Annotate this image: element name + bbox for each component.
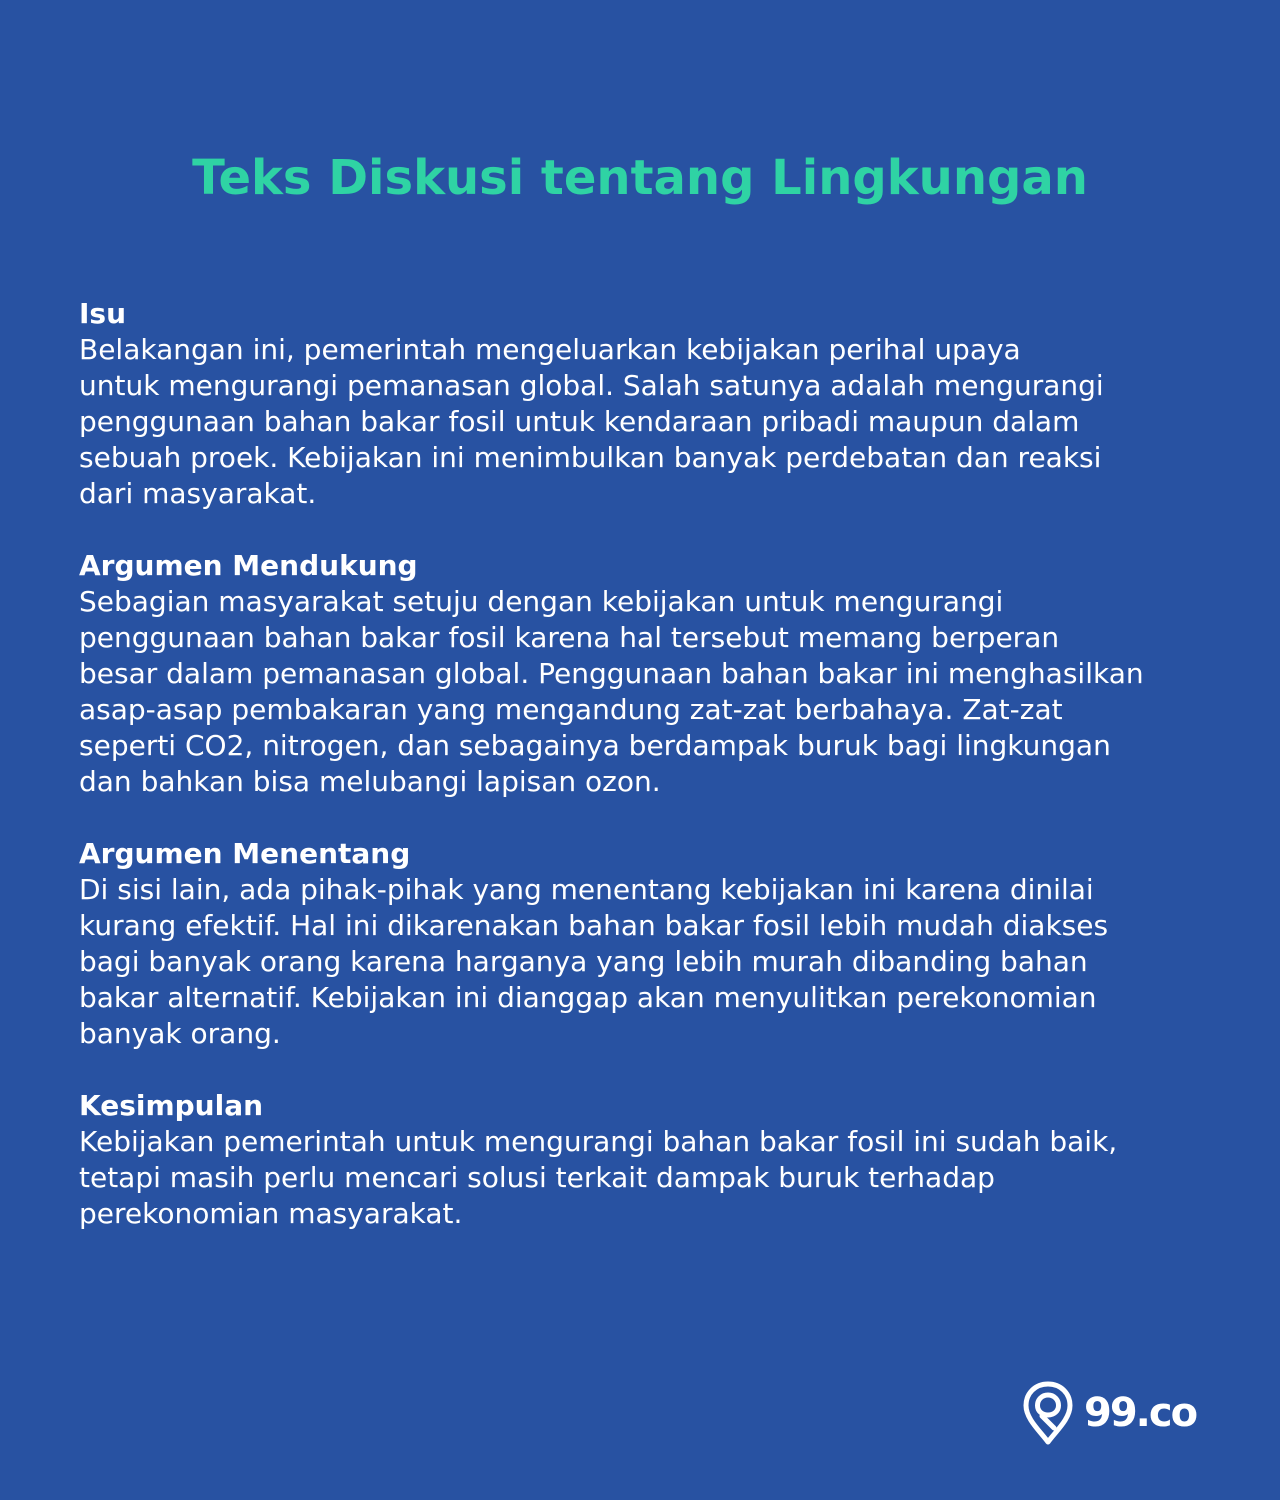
text-line: untuk mengurangi pemanasan global. Salah satunya adalah mengurangi <box>79 369 1104 402</box>
text-line: Di sisi lain, ada pihak-pihak yang menentang kebijakan ini karena dinilai <box>79 873 1094 906</box>
text-line: perekonomian masyarakat. <box>79 1197 463 1230</box>
discussion-text <box>79 296 1229 1268</box>
text-line: besar dalam pemanasan global. Penggunaan bahan bakar ini menghasilkan <box>79 657 1144 690</box>
text-line: Belakangan ini, pemerintah mengeluarkan kebijakan perihal upaya <box>79 333 1021 366</box>
text-line: Kebijakan pemerintah untuk mengurangi bahan bakar fosil ini sudah baik, <box>79 1125 1118 1158</box>
page-title: Teks Diskusi tentang Lingkungan <box>192 150 1088 206</box>
brand-logo <box>1022 1380 1202 1446</box>
section-heading: Kesimpulan <box>79 1089 264 1122</box>
section-body <box>79 332 1229 512</box>
text-line: asap-asap pembakaran yang mengandung zat-zat berbahaya. Zat-zat <box>79 693 1063 726</box>
section-heading: Argumen Menentang <box>79 837 411 870</box>
section-body <box>79 872 1229 1052</box>
location-pin-icon <box>1022 1380 1074 1446</box>
text-line: dan bahkan bisa melubangi lapisan ozon. <box>79 765 661 798</box>
text-line: Sebagian masyarakat setuju dengan kebijakan untuk mengurangi <box>79 585 1004 618</box>
text-line: penggunaan bahan bakar fosil untuk kendaraan pribadi maupun dalam <box>79 405 1080 438</box>
section-isu <box>79 296 1229 512</box>
text-line: tetapi masih perlu mencari solusi terkait dampak buruk terhadap <box>79 1161 995 1194</box>
section-body <box>79 1124 1229 1232</box>
section-heading: Argumen Mendukung <box>79 549 418 582</box>
text-line: kurang efektif. Hal ini dikarenakan bahan bakar fosil lebih mudah diakses <box>79 909 1109 942</box>
section-argumen-menentang <box>79 836 1229 1052</box>
section-kesimpulan <box>79 1088 1229 1232</box>
text-line: bagi banyak orang karena harganya yang lebih murah dibanding bahan <box>79 945 1088 978</box>
section-heading: Isu <box>79 297 127 330</box>
text-line: banyak orang. <box>79 1017 281 1050</box>
section-body <box>79 584 1229 800</box>
section-argumen-mendukung <box>79 548 1229 800</box>
brand-logo-text: 99.co <box>1084 1390 1197 1436</box>
text-line: sebuah proek. Kebijakan ini menimbulkan banyak perdebatan dan reaksi <box>79 441 1102 474</box>
text-line: bakar alternatif. Kebijakan ini dianggap akan menyulitkan perekonomian <box>79 981 1097 1014</box>
text-line: dari masyarakat. <box>79 477 317 510</box>
text-line: seperti CO2, nitrogen, dan sebagainya berdampak buruk bagi lingkungan <box>79 729 1111 762</box>
text-line: penggunaan bahan bakar fosil karena hal tersebut memang berperan <box>79 621 1060 654</box>
